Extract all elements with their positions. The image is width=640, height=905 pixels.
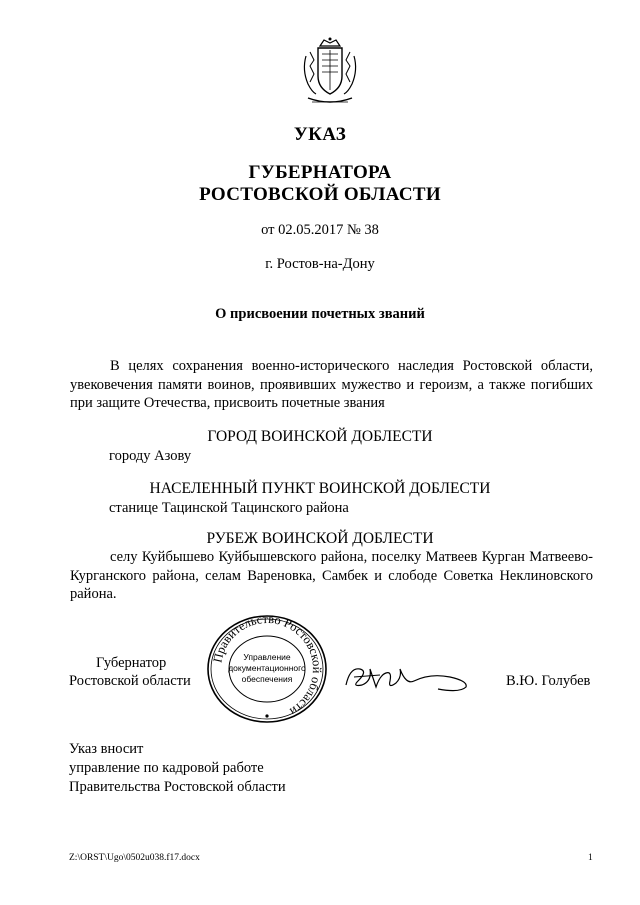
submitted-by-line-3: Правительства Ростовской области [69,779,286,795]
handwritten-signature [340,655,475,695]
honor-title-1: ГОРОД ВОИНСКОЙ ДОБЛЕСТИ [207,428,433,445]
authority-line-1: ГУБЕРНАТОРА [248,162,392,183]
honor-title-3: РУБЕЖ ВОИНСКОЙ ДОБЛЕСТИ [206,530,434,547]
signer-name: В.Ю. Голубев [506,673,591,689]
signer-position-line-1: Губернатор [96,655,167,671]
honor-recipient-3-text: селу Куйбышево Куйбышевского района, поселку Матвеев Курган Матвеево-Курганского района, селам Вареновка, Самбек и слободе Советка Неклиновского района. [70,549,593,602]
submitted-by-line-1: Указ вносит [69,741,144,757]
honor-recipient-2: станице Тацинской Тацинского района [109,500,349,516]
signer-position-line-2: Ростовской области [69,673,191,689]
honor-recipient-1: городу Азову [109,448,192,464]
footer-page-number: 1 [588,853,593,863]
decree-date-number: от 02.05.2017 № 38 [261,222,379,238]
decree-title: УКАЗ [293,124,347,145]
submitted-by-line-2: управление по кадровой работе [69,760,264,776]
decree-city: г. Ростов-на-Дону [265,256,375,272]
coat-of-arms-emblem [298,36,362,108]
honor-title-2: НАСЕЛЕННЫЙ ПУНКТ ВОИНСКОЙ ДОБЛЕСТИ [149,480,491,497]
stamp-inner-line-1: Управление [243,652,291,662]
footer-file-path: Z:\ORST\Ugo\0502u038.f17.docx [69,853,200,863]
intro-text: В целях сохранения военно-исторического наследия Ростовской области, увековечения памяти воинов, проявивших мужество и героизм, а также погибших при защите Отечества, присвоить почетные звания [70,358,593,411]
authority-line-2: РОСТОВСКОЙ ОБЛАСТИ [199,184,441,205]
honor-recipient-3 [70,548,593,604]
official-stamp [202,612,332,726]
stamp-inner-line-2: документационного [228,663,306,673]
stamp-ring-text: Правительство Ростовской области [210,612,325,719]
stamp-inner-line-3: обеспечения [241,674,293,684]
decree-subject: О присвоении почетных званий [215,306,425,322]
intro-paragraph [70,357,593,413]
